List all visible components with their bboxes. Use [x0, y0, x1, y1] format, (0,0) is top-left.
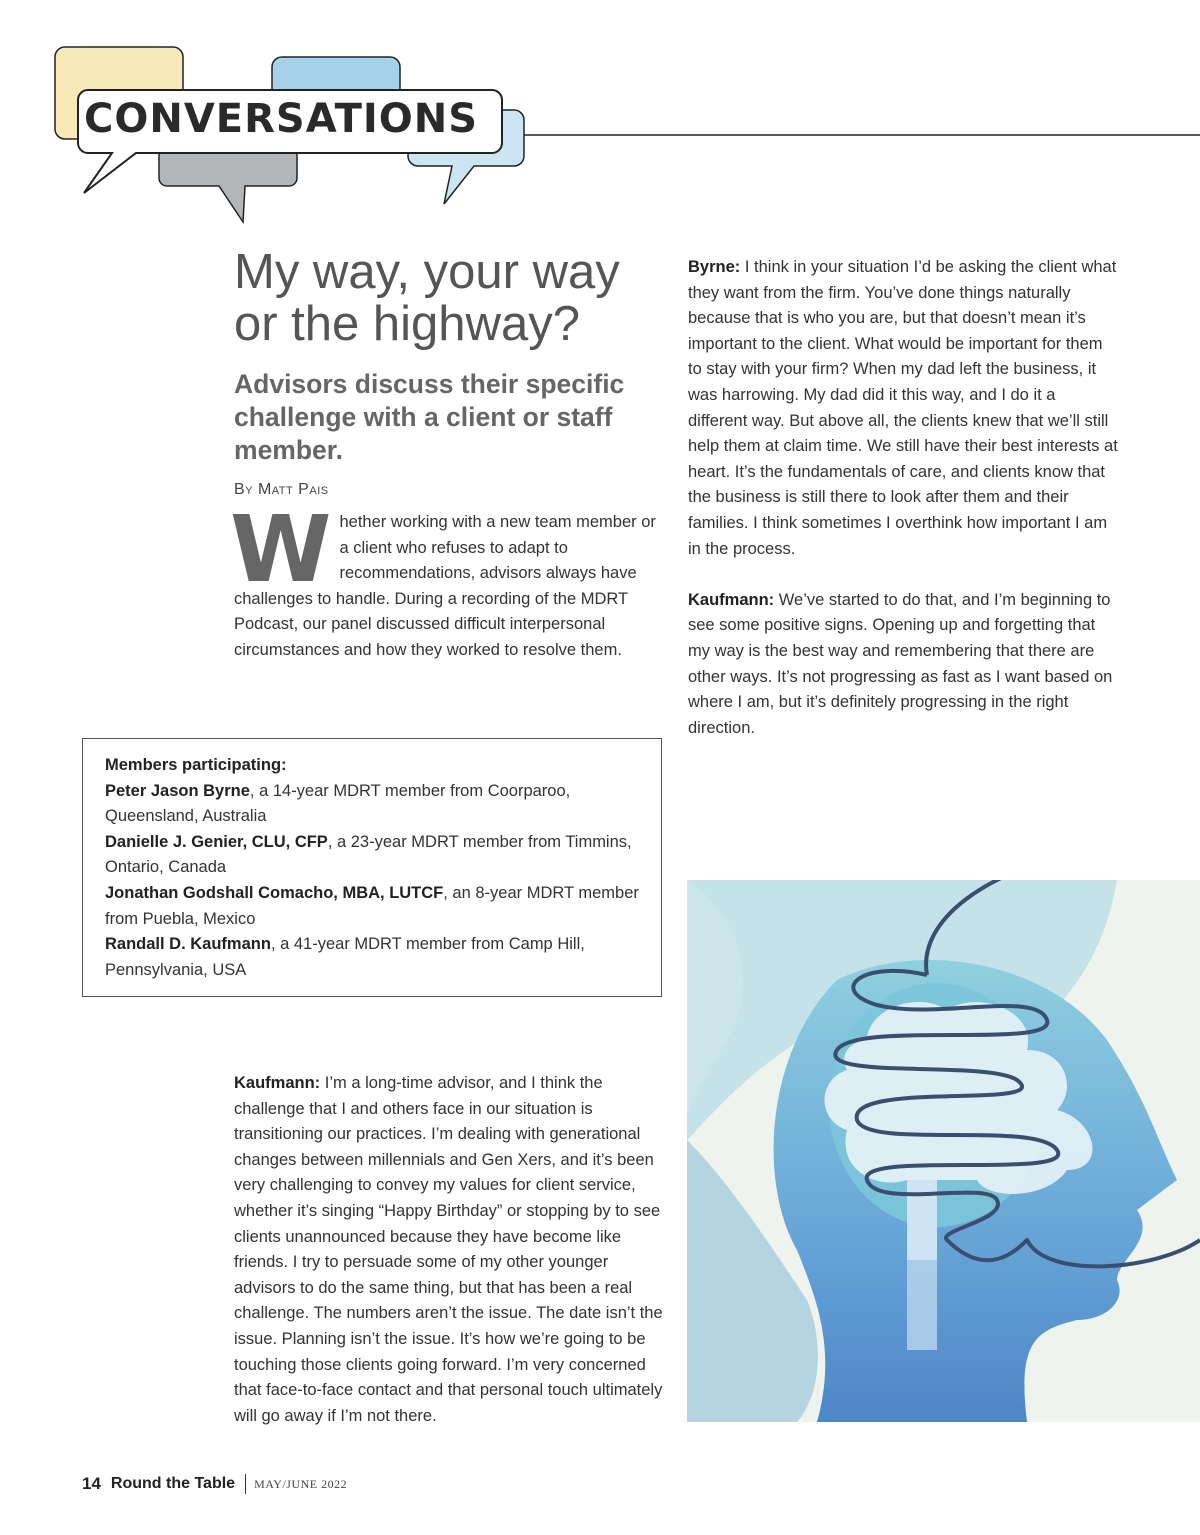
speaker-name: Byrne: — [688, 258, 741, 276]
dialogue-kaufmann-2 — [688, 588, 1118, 742]
dialogue-text: We’ve started to do that, and I’m beginning to see some positive signs. Opening up and forgetting that my way is the best way and remembering that there are other ways. It’s not progressing as fast as I want based on where I am, but it’s definitely progressing in the right direction. — [688, 590, 1113, 737]
members-heading: Members participating: — [105, 756, 287, 774]
right-column — [688, 255, 1118, 767]
member-entry: Peter Jason Byrne, a 14-year MDRT member from Coorparoo, Queensland, Australia — [105, 781, 571, 826]
dialogue-text: I’m a long-time advisor, and I think the challenge that I and others face in our situation is transitioning our practices. I’m dealing with generational changes between millennials and Gen Xers, and it’s been very challenging to convey my values for client service, whether it’s singing “Happy Birthday” or stopping by to see clients unannounced because they have become like friends. I try to persuade some of my other younger advisors to do the same thing, but that has been a real challenge. The numbers aren’t the issue. The date isn’t the issue. Planning isn’t the issue. It’s how we’re going to be touching those clients going forward. I’m very concerned that face-to-face contact and that personal touch ultimately will go away if I’m not there. — [234, 1074, 663, 1425]
speaker-name: Kaufmann: — [688, 590, 775, 609]
member-entry: Danielle J. Genier, CLU, CFP, a 23-year MDRT member from Timmins, Ontario, Canada — [105, 832, 632, 877]
page-number: 14 — [82, 1474, 101, 1493]
members-participating-box — [82, 738, 662, 997]
issue-date: MAY/JUNE 2022 — [254, 1476, 348, 1491]
head-illustration — [687, 880, 1200, 1422]
footer-divider — [245, 1474, 246, 1494]
speaker-name: Kaufmann: — [234, 1074, 321, 1092]
article-intro — [230, 496, 666, 664]
dialogue-text: I think in your situation I’d be asking the client what they want from the firm. You’ve done things naturally because that is who you are, but that doesn’t mean it’s important to the client. What would be important for them to stay with your firm? When my dad left the business, it was harrowing. My dad did it this way, and I do it a different way. But above all, the clients knew that we’ll still help them at claim time. We still have their best interests at heart. It’s the fundamentals of care, and clients know that the business is still there to look after them and their families. I think sometimes I overthink how important I am in the process. — [688, 258, 1118, 558]
article-headline: My way, your way or the highway? — [234, 245, 620, 351]
dialogue-kaufmann-1 — [234, 1071, 666, 1429]
member-entry: Jonathan Godshall Comacho, MBA, LUTCF, an 8-year MDRT member from Puebla, Mexico — [105, 883, 639, 928]
page-footer — [82, 1474, 347, 1494]
publication-name: Round the Table — [110, 1475, 236, 1492]
drop-cap: W — [230, 496, 332, 603]
byline: By Matt Pais — [234, 481, 329, 498]
section-label: CONVERSATIONS — [84, 96, 479, 142]
dialogue-byrne — [688, 255, 1118, 562]
article-subhead: Advisors discuss their specific challenge with a client or staff member. — [234, 369, 625, 465]
member-entry: Randall D. Kaufmann, a 41-year MDRT member from Camp Hill, Pennsylvania, USA — [105, 935, 585, 979]
intro-text: hether working with a new team member or a client who refuses to adapt to recommendations, advisors always have challenges to handle. During a recording of the MDRT Podcast, our panel discussed difficult interpersonal circumstances and how they worked to resolve them. — [234, 513, 656, 659]
